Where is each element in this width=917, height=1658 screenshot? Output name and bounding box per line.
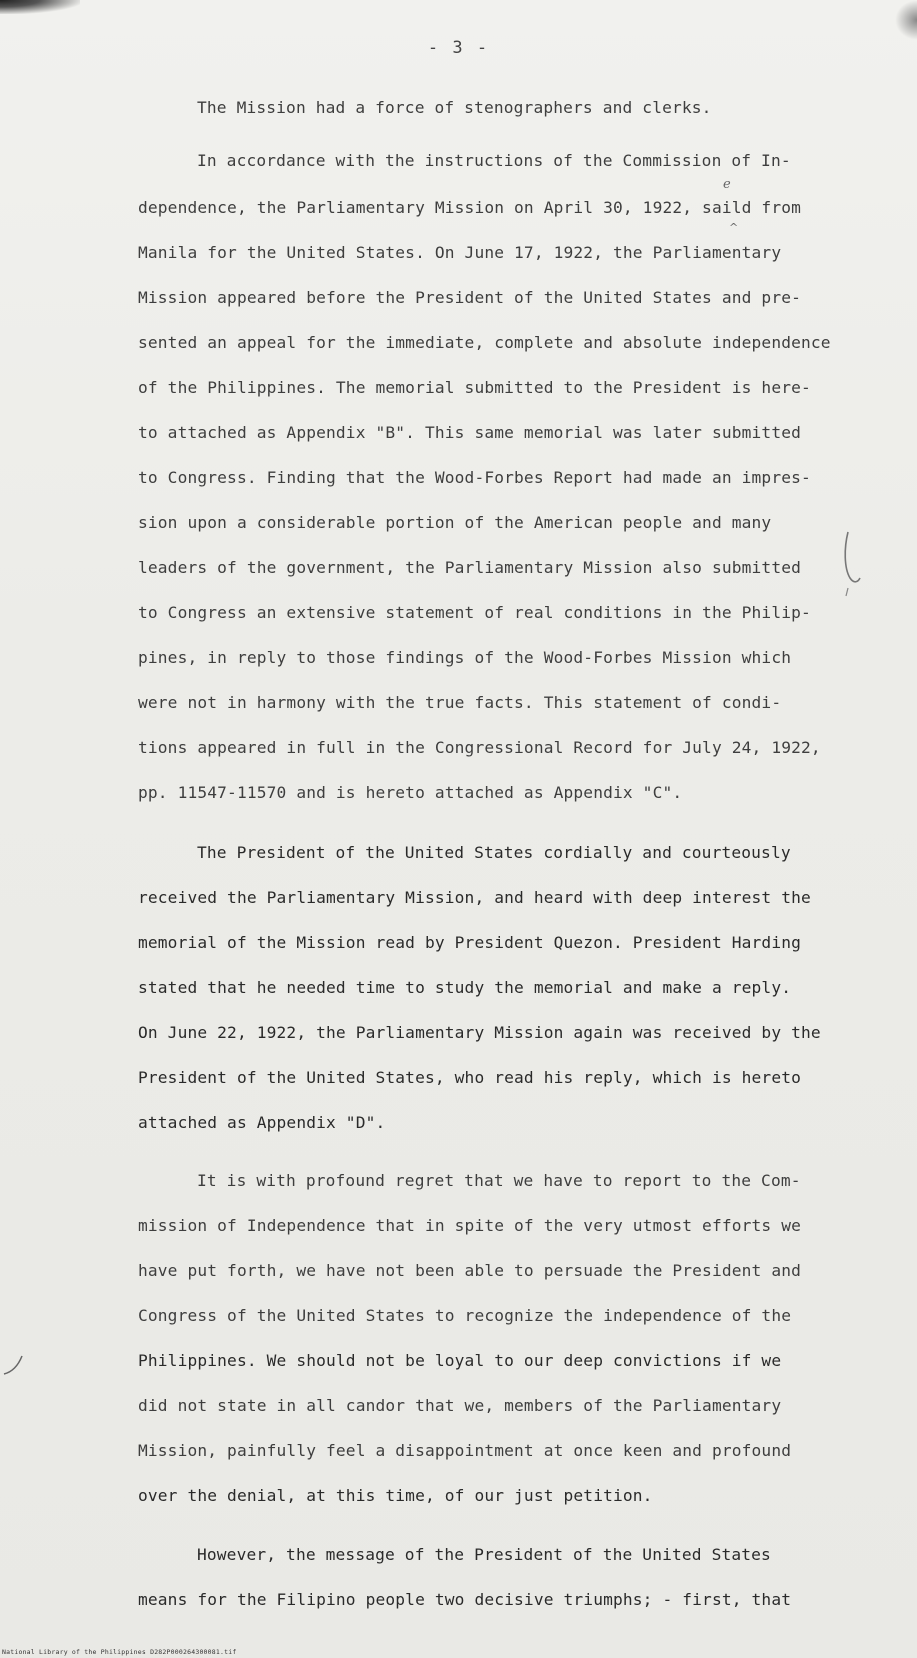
text-line: The Mission had a force of stenographers and clerks. xyxy=(197,98,712,117)
text-line: were not in harmony with the true facts. This statement of condi- xyxy=(138,693,782,712)
text-line: In accordance with the instructions of the Commission of In- xyxy=(197,151,791,170)
text-line: However, the message of the President of the United States xyxy=(197,1545,771,1564)
text-line: President of the United States, who read his reply, which is hereto xyxy=(138,1068,802,1087)
text-line: pp. 11547-11570 and is hereto attached as Appendix "C". xyxy=(138,783,683,802)
text-line: of the Philippines. The memorial submitted to the President is here- xyxy=(138,378,811,397)
text-line: have put forth, we have not been able to persuade the President and xyxy=(138,1261,802,1280)
text-line: memorial of the Mission read by President Quezon. President Harding xyxy=(138,933,802,952)
text-line: sented an appeal for the immediate, complete and absolute independence xyxy=(138,333,831,352)
text-line: On June 22, 1922, the Parliamentary Mission again was received by the xyxy=(138,1023,821,1042)
text-line: mission of Independence that in spite of the very utmost efforts we xyxy=(138,1216,802,1235)
page-number: - 3 - xyxy=(427,38,490,58)
text-line: Mission appeared before the President of the United States and pre- xyxy=(138,288,802,307)
handwritten-insert-e: e xyxy=(723,177,731,192)
text-line: sion upon a considerable portion of the American people and many xyxy=(138,513,772,532)
scan-edge-shadow xyxy=(895,0,917,40)
text-line: leaders of the government, the Parliamentary Mission also submitted xyxy=(138,558,802,577)
text-line: The President of the United States cordially and courteously xyxy=(197,843,791,862)
text-line: attached as Appendix "D". xyxy=(138,1113,386,1132)
text-line: received the Parliamentary Mission, and heard with deep interest the xyxy=(138,888,811,907)
handwritten-margin-bracket xyxy=(842,528,866,598)
text-line: dependence, the Parliamentary Mission on April 30, 1922, saild from xyxy=(138,198,802,217)
text-line: to attached as Appendix "B". This same memorial was later submitted xyxy=(138,423,802,442)
text-line: Manila for the United States. On June 17, 1922, the Parliamentary xyxy=(138,243,782,262)
handwritten-margin-tick xyxy=(2,1352,26,1380)
text-line: means for the Filipino people two decisive triumphs; - first, that xyxy=(138,1590,792,1609)
text-line: tions appeared in full in the Congressional Record for July 24, 1922, xyxy=(138,738,821,757)
text-line: It is with profound regret that we have to report to the Com- xyxy=(197,1171,801,1190)
text-line: to Congress an extensive statement of real conditions in the Philip- xyxy=(138,603,811,622)
text-line: did not state in all candor that we, members of the Parliamentary xyxy=(138,1396,782,1415)
text-line: over the denial, at this time, of our just petition. xyxy=(138,1486,653,1505)
text-line: Mission, painfully feel a disappointment at once keen and profound xyxy=(138,1441,792,1460)
text-line: stated that he needed time to study the memorial and make a reply. xyxy=(138,978,792,997)
text-line: pines, in reply to those findings of the Wood-Forbes Mission which xyxy=(138,648,792,667)
text-line: Congress of the United States to recognize the independence of the xyxy=(138,1306,792,1325)
archive-footer: National Library of the Philippines D282P000264300081.tif xyxy=(2,1648,237,1656)
text-line: to Congress. Finding that the Wood-Forbes Report had made an impres- xyxy=(138,468,811,487)
scan-corner-shadow xyxy=(0,0,80,14)
handwritten-caret: ^ xyxy=(729,221,739,234)
text-line: Philippines. We should not be loyal to our deep convictions if we xyxy=(138,1351,782,1370)
